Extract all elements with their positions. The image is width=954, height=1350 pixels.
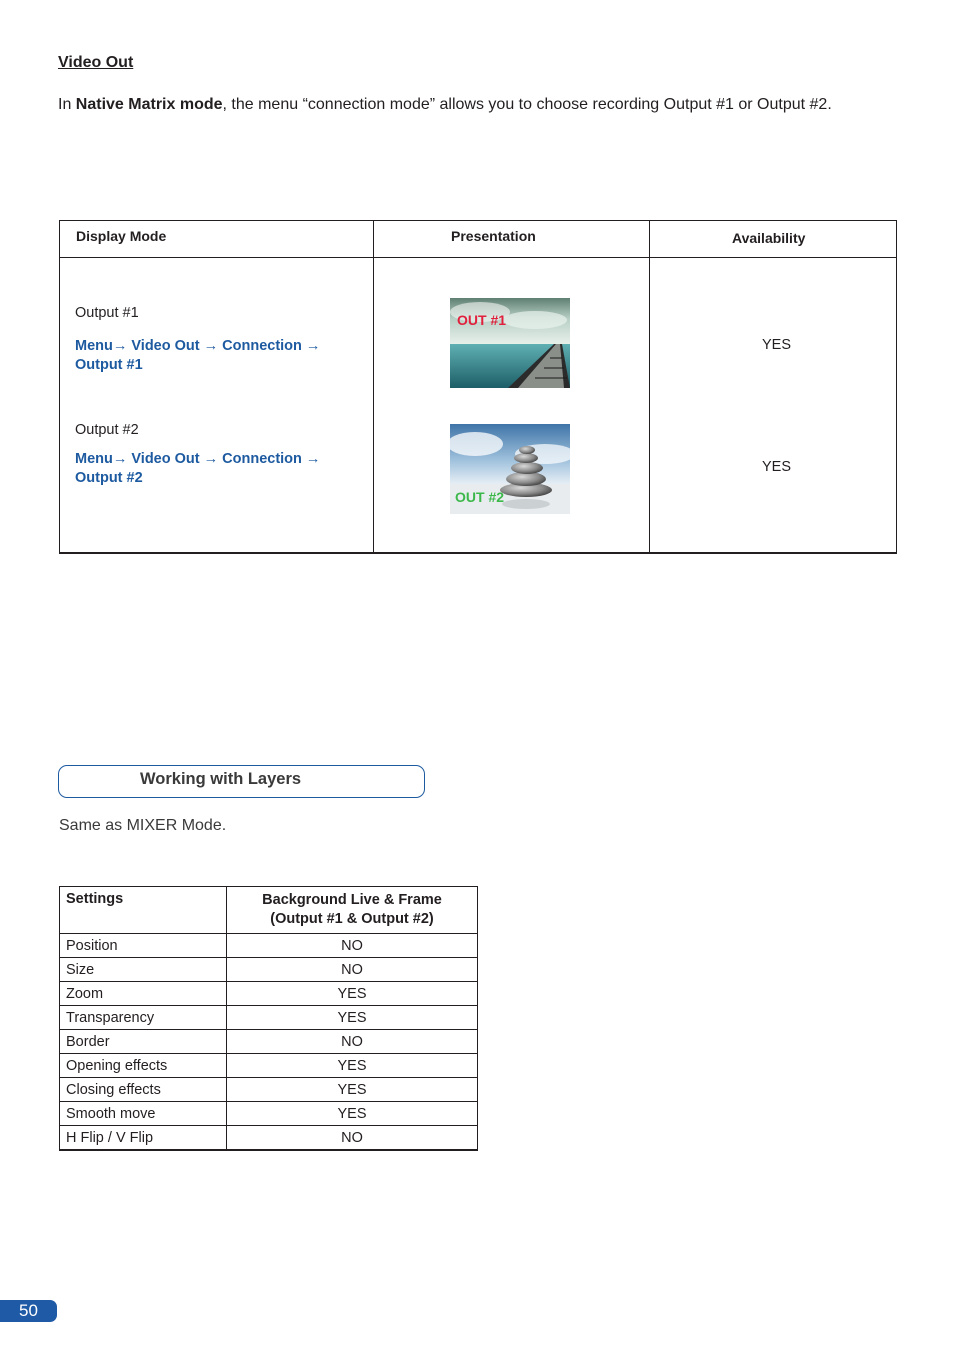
page-number-badge: 50 [0,1300,57,1322]
layer-settings-table [59,886,478,1151]
output-1-thumbnail [450,298,570,388]
header-background-live-frame [227,887,478,934]
output-2-overlay-label: OUT #2 [455,489,505,505]
setting-value: NO [227,934,478,958]
table-row [60,934,478,958]
output-2-thumbnail [450,424,570,514]
mixer-mode-note: Same as MIXER Mode. [59,817,227,834]
header-availability-text: Availability [732,230,806,246]
display-mode-cell [60,258,374,554]
header-display-mode [60,221,374,258]
output-2-label: Output #2 [75,422,139,438]
setting-value: NO [227,958,478,982]
setting-value: YES [227,1078,478,1102]
intro-paragraph [58,96,832,114]
intro-bold: Native Matrix mode [75,96,223,113]
header-display-mode-text: Display Mode [76,228,167,244]
setting-name: Border [60,1030,227,1054]
header-settings: Settings [60,887,227,934]
menu-path-line: Output #1 [75,357,143,373]
section-title: Working with Layers [140,770,302,788]
output-1-menu-path [75,337,365,375]
output-2-availability: YES [762,459,792,475]
header-presentation [374,221,650,258]
table-row [60,1102,478,1126]
presentation-cell [374,258,650,554]
menu-path-line: Output #2 [75,470,143,486]
availability-cell [650,258,897,554]
setting-name: Size [60,958,227,982]
setting-name: Opening effects [60,1054,227,1078]
setting-name: Zoom [60,982,227,1006]
section-title-box [58,765,425,798]
table-row [60,1078,478,1102]
table-row [60,982,478,1006]
intro-suffix: , the menu “connection mode” allows you to choose recording Output #1 or Output #2. [222,96,832,113]
header-value-line: Background Live & Frame [262,892,442,908]
menu-path-line: Menu→ Video Out → Connection → [75,451,321,467]
setting-name: Position [60,934,227,958]
setting-value: YES [227,1054,478,1078]
setting-value: YES [227,1102,478,1126]
setting-name: Closing effects [60,1078,227,1102]
section-heading: Video Out [58,54,134,71]
table-row [60,1054,478,1078]
setting-value: NO [227,1126,478,1151]
table-row [60,1126,478,1151]
setting-value: YES [227,1006,478,1030]
header-value-line: (Output #1 & Output #2) [270,911,434,927]
table-row [60,1030,478,1054]
output-1-label: Output #1 [75,305,139,321]
table-row [60,958,478,982]
table-row [60,1006,478,1030]
intro-prefix: In [58,96,76,113]
setting-name: Transparency [60,1006,227,1030]
display-mode-table [59,220,897,554]
setting-value: YES [227,982,478,1006]
output-2-menu-path [75,450,365,488]
setting-value: NO [227,1030,478,1054]
header-availability [650,221,897,258]
menu-path-line: Menu→ Video Out → Connection → [75,338,321,354]
output-1-availability: YES [762,337,792,353]
setting-name: Smooth move [60,1102,227,1126]
setting-name: H Flip / V Flip [60,1126,227,1151]
output-1-overlay-label: OUT #1 [457,312,507,328]
header-presentation-text: Presentation [451,228,536,244]
